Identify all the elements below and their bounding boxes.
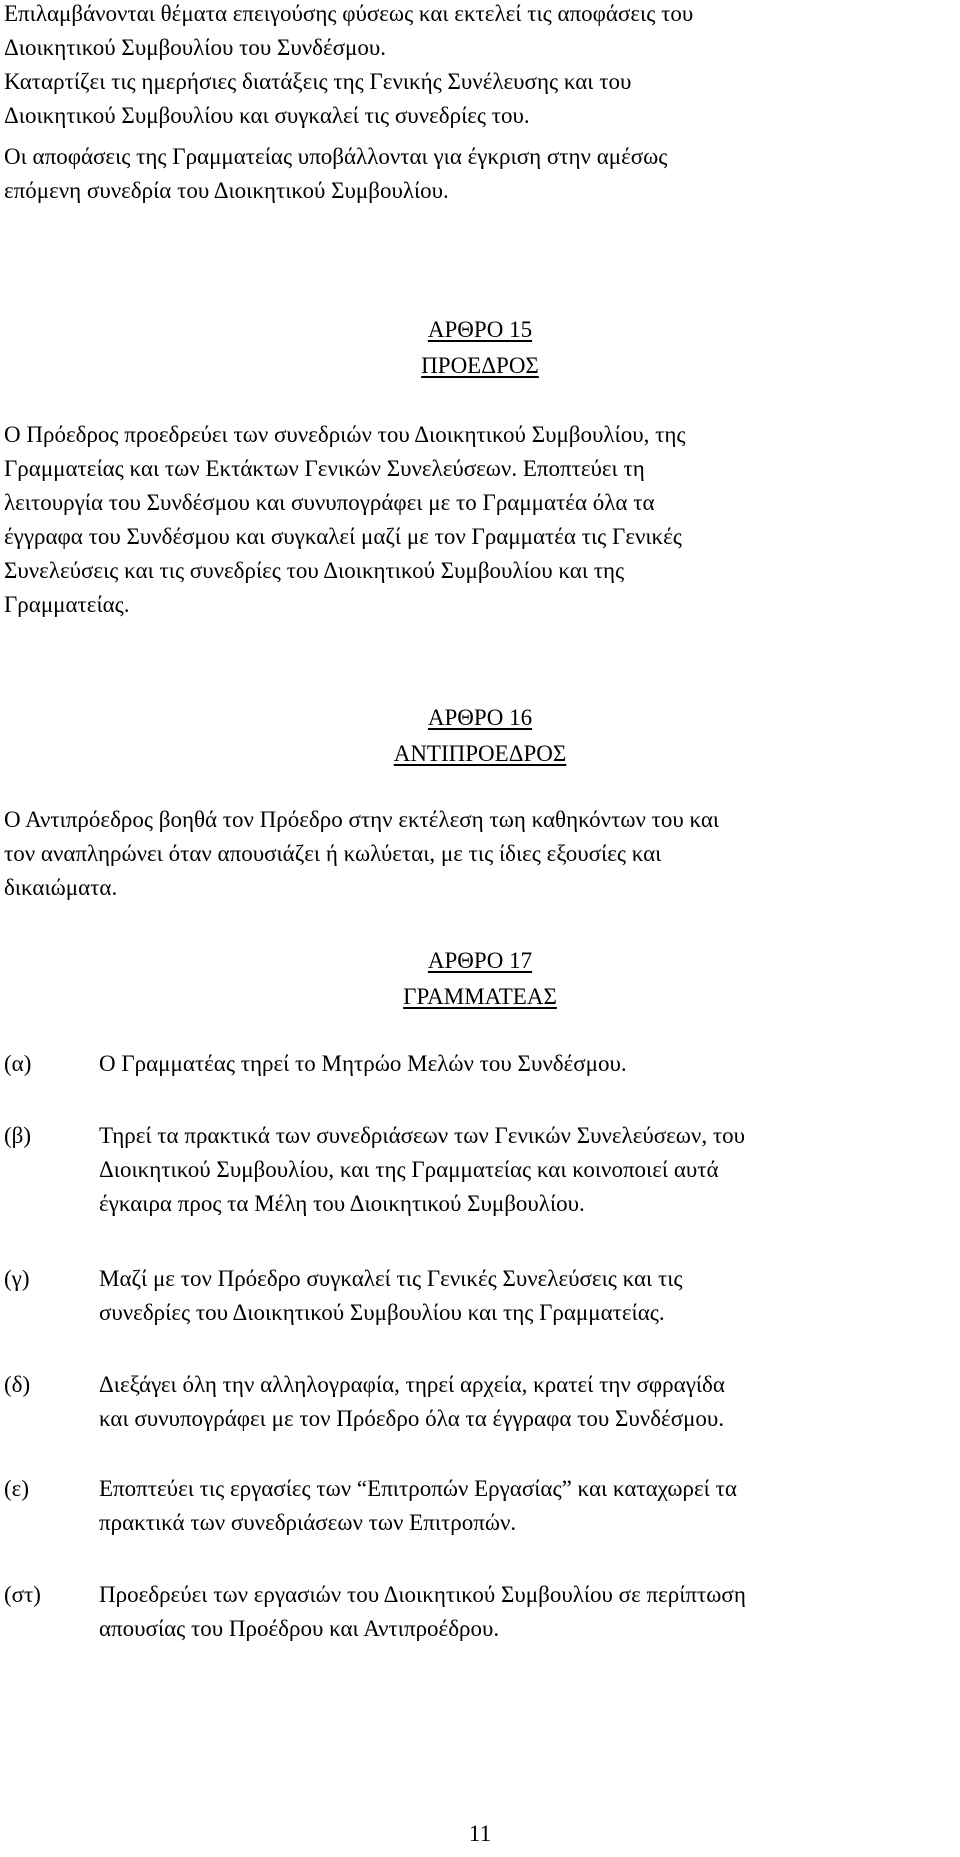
- article-number: ΑΡΘΡΟ 17: [427, 948, 533, 973]
- text-line: Προεδρεύει των εργασιών του Διοικητικού Συμβουλίου σε περίπτωση: [99, 1582, 746, 1607]
- text-line: πρακτικά των συνεδριάσεων των Επιτροπών.: [99, 1510, 517, 1535]
- item-text: [99, 1578, 939, 1646]
- article-15-heading: [0, 312, 960, 384]
- text-line: Διοικητικού Συμβουλίου του Συνδέσμου.: [4, 35, 387, 60]
- text-line: επόμενη συνεδρία του Διοικητικού Συμβουλίου.: [4, 178, 449, 203]
- article-15-body: [4, 418, 944, 622]
- item-text: [99, 1119, 939, 1221]
- item-text: [99, 1262, 939, 1330]
- text-line: απουσίας του Προέδρου και Αντιπροέδρου.: [99, 1616, 500, 1641]
- text-line: Οι αποφάσεις της Γραμματείας υποβάλλονται για έγκριση στην αμέσως: [4, 144, 668, 169]
- text-line: και συνυπογράφει με τον Πρόεδρο όλα τα έγγραφα του Συνδέσμου.: [99, 1406, 725, 1431]
- text-line: Συνελεύσεις και τις συνεδρίες του Διοικητικού Συμβουλίου και της: [4, 558, 625, 583]
- text-line: Καταρτίζει τις ημερήσιες διατάξεις της Γενικής Συνέλευσης και του: [4, 69, 632, 94]
- text-line: έγγραφα του Συνδέσμου και συγκαλεί μαζί με τον Γραμματέα τις Γενικές: [4, 524, 682, 549]
- text-line: Ο Αντιπρόεδρος βοηθά τον Πρόεδρο στην εκτέλεση τωη καθηκόντων του και: [4, 807, 720, 832]
- text-line: Ο Γραμματέας τηρεί το Μητρώο Μελών του Συνδέσμου.: [99, 1051, 627, 1076]
- article-number: ΑΡΘΡΟ 16: [427, 705, 533, 730]
- item-text: [99, 1368, 939, 1436]
- text-line: Διεξάγει όλη την αλληλογραφία, τηρεί αρχεία, κρατεί την σφραγίδα: [99, 1372, 725, 1397]
- text-line: δικαιώματα.: [4, 875, 118, 900]
- article-16-heading: [0, 700, 960, 772]
- text-line: συνεδρίες του Διοικητικού Συμβουλίου και της Γραμματείας.: [99, 1300, 665, 1325]
- text-line: Γραμματείας και των Εκτάκτων Γενικών Συνελεύσεων. Εποπτεύει τη: [4, 456, 645, 481]
- article-title: ΓΡΑΜΜΑΤΕΑΣ: [403, 984, 557, 1009]
- text-line: Επιλαμβάνονται θέματα επειγούσης φύσεως και εκτελεί τις αποφάσεις του: [4, 1, 694, 26]
- item-label: (δ): [4, 1372, 31, 1397]
- item-label: (στ): [4, 1582, 41, 1607]
- item-label: (γ): [4, 1266, 30, 1291]
- item-label: (ε): [4, 1476, 29, 1501]
- article-title: ΑΝΤΙΠΡΟΕΔΡΟΣ: [393, 741, 567, 766]
- item-text: [99, 1047, 939, 1081]
- text-line: Γραμματείας.: [4, 592, 130, 617]
- text-line: Εποπτεύει τις εργασίες των “Επιτροπών Εργασίας” και καταχωρεί τα: [99, 1476, 737, 1501]
- article-16-body: [4, 803, 944, 905]
- text-line: Μαζί με τον Πρόεδρο συγκαλεί τις Γενικές Συνελεύσεις και τις: [99, 1266, 683, 1291]
- text-line: Ο Πρόεδρος προεδρεύει των συνεδριών του Διοικητικού Συμβουλίου, της: [4, 422, 686, 447]
- text-line: έγκαιρα προς τα Μέλη του Διοικητικού Συμβουλίου.: [99, 1191, 585, 1216]
- item-label: (α): [4, 1051, 32, 1076]
- item-text: [99, 1472, 939, 1540]
- article-number: ΑΡΘΡΟ 15: [427, 317, 533, 342]
- text-line: λειτουργία του Συνδέσμου και συνυπογράφει με το Γραμματέα όλα τα: [4, 490, 655, 515]
- text-line: Διοικητικού Συμβουλίου και συγκαλεί τις συνεδρίες του.: [4, 103, 530, 128]
- text-line: τον αναπληρώνει όταν απουσιάζει ή κωλύεται, με τις ίδιες εξουσίες και: [4, 841, 662, 866]
- article-title: ΠΡΟΕΔΡΟΣ: [421, 353, 539, 378]
- text-line: Διοικητικού Συμβουλίου, και της Γραμματείας και κοινοποιεί αυτά: [99, 1157, 719, 1182]
- page-number: 11: [468, 1821, 492, 1846]
- intro-paragraph: [4, 0, 944, 133]
- intro-paragraph-2: [4, 140, 944, 208]
- item-label: (β): [4, 1123, 32, 1148]
- article-17-heading: [0, 943, 960, 1015]
- text-line: Τηρεί τα πρακτικά των συνεδριάσεων των Γενικών Συνελεύσεων, του: [99, 1123, 745, 1148]
